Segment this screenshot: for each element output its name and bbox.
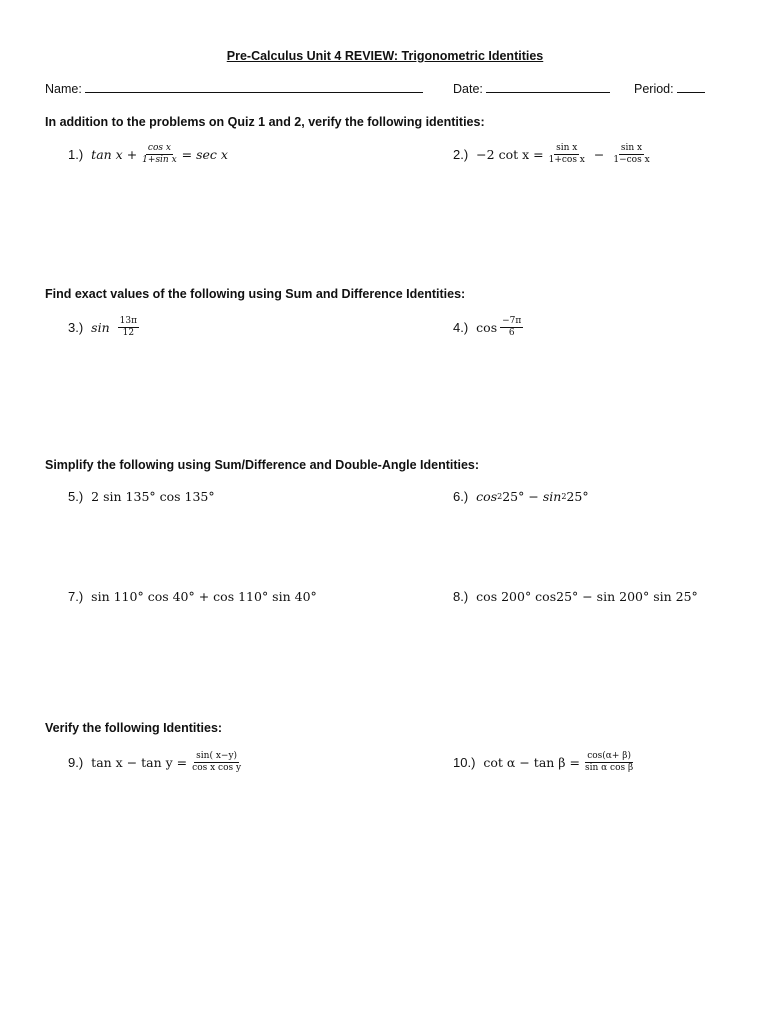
problem-6-expression: cos 2 25° − sin 2 25°: [476, 489, 589, 504]
problem-1-rhs: = sec x: [181, 147, 228, 162]
problem-2-fraction-1: $\frac{\text{sin x}}{\text{1+cos x}}$: [548, 143, 585, 165]
period-blank: [677, 81, 705, 93]
problem-8: [453, 589, 698, 604]
problem-number: 1.): [68, 147, 84, 162]
section-heading-exact-values: Find exact values of the following using Sum and Difference Identities:: [45, 287, 466, 301]
problem-number: 5.): [68, 489, 84, 504]
problem-2-fraction-2: $\frac{\text{sin x}}{\text{1−cos x}}$: [613, 143, 650, 165]
problem-number: 2.): [453, 147, 469, 162]
problem-number: 7.): [68, 589, 84, 604]
date-field: [453, 81, 610, 96]
section-heading-simplify: Simplify the following using Sum/Difference and Double-Angle Identities:: [45, 458, 480, 472]
problem-2: [453, 143, 655, 166]
problem-10-lhs: cot α − tan β =: [483, 755, 580, 770]
problem-1: [68, 143, 228, 166]
name-blank: [85, 81, 423, 93]
date-label: Date:: [453, 82, 483, 96]
problem-number: 10.): [453, 755, 476, 770]
problem-1-fraction: $\frac{\text{cos x}}{\text{1+sin x}}$: [142, 143, 177, 165]
problem-7-expression: sin 110° cos 40° + cos 110° sin 40°: [91, 589, 317, 604]
name-field: [45, 81, 423, 96]
problem-3-fraction: $\frac{13\pi}{12}$: [119, 316, 138, 338]
problem-7: [68, 589, 317, 604]
problem-6: [453, 489, 589, 504]
problem-3: [68, 316, 142, 339]
problem-9-fraction: $\frac{\sin( x-y)}{\text{cos x cos y}}$: [192, 751, 242, 773]
problem-number: 9.): [68, 755, 84, 770]
section-heading-verify-identities: Verify the following Identities:: [45, 721, 223, 735]
problem-3-function: sin: [91, 320, 110, 335]
problem-4-function: cos: [476, 320, 498, 335]
page-title: Pre-Calculus Unit 4 REVIEW: Trigonometric Identities: [226, 49, 544, 63]
problem-4-fraction: $\frac{-7\pi}{6}$: [502, 316, 522, 338]
problem-5-expression: 2 sin 135° cos 135°: [91, 489, 215, 504]
problem-number: 8.): [453, 589, 469, 604]
problem-number: 6.): [453, 489, 469, 504]
problem-1-lhs: tan x +: [91, 147, 138, 162]
problem-number: 3.): [68, 320, 84, 335]
problem-number: 4.): [453, 320, 469, 335]
problem-5: [68, 489, 215, 504]
problem-2-operator: −: [593, 147, 605, 162]
problem-2-lhs: −2 cot x =: [476, 147, 544, 162]
date-blank: [486, 81, 610, 93]
problem-10-fraction: $\frac{\cos(\alpha+ \beta)}{\text{sin α cos β}}$: [584, 751, 634, 773]
section-heading-verify-quiz: In addition to the problems on Quiz 1 and 2, verify the following identities:: [45, 115, 485, 129]
period-field: [634, 81, 705, 96]
problem-4: [453, 316, 526, 339]
period-label: Period:: [634, 82, 674, 96]
name-label: Name:: [45, 82, 82, 96]
problem-9: [68, 751, 246, 774]
problem-10: [453, 751, 638, 774]
problem-8-expression: cos 200° cos25° − sin 200° sin 25°: [476, 589, 698, 604]
problem-9-lhs: tan x − tan y =: [91, 755, 188, 770]
